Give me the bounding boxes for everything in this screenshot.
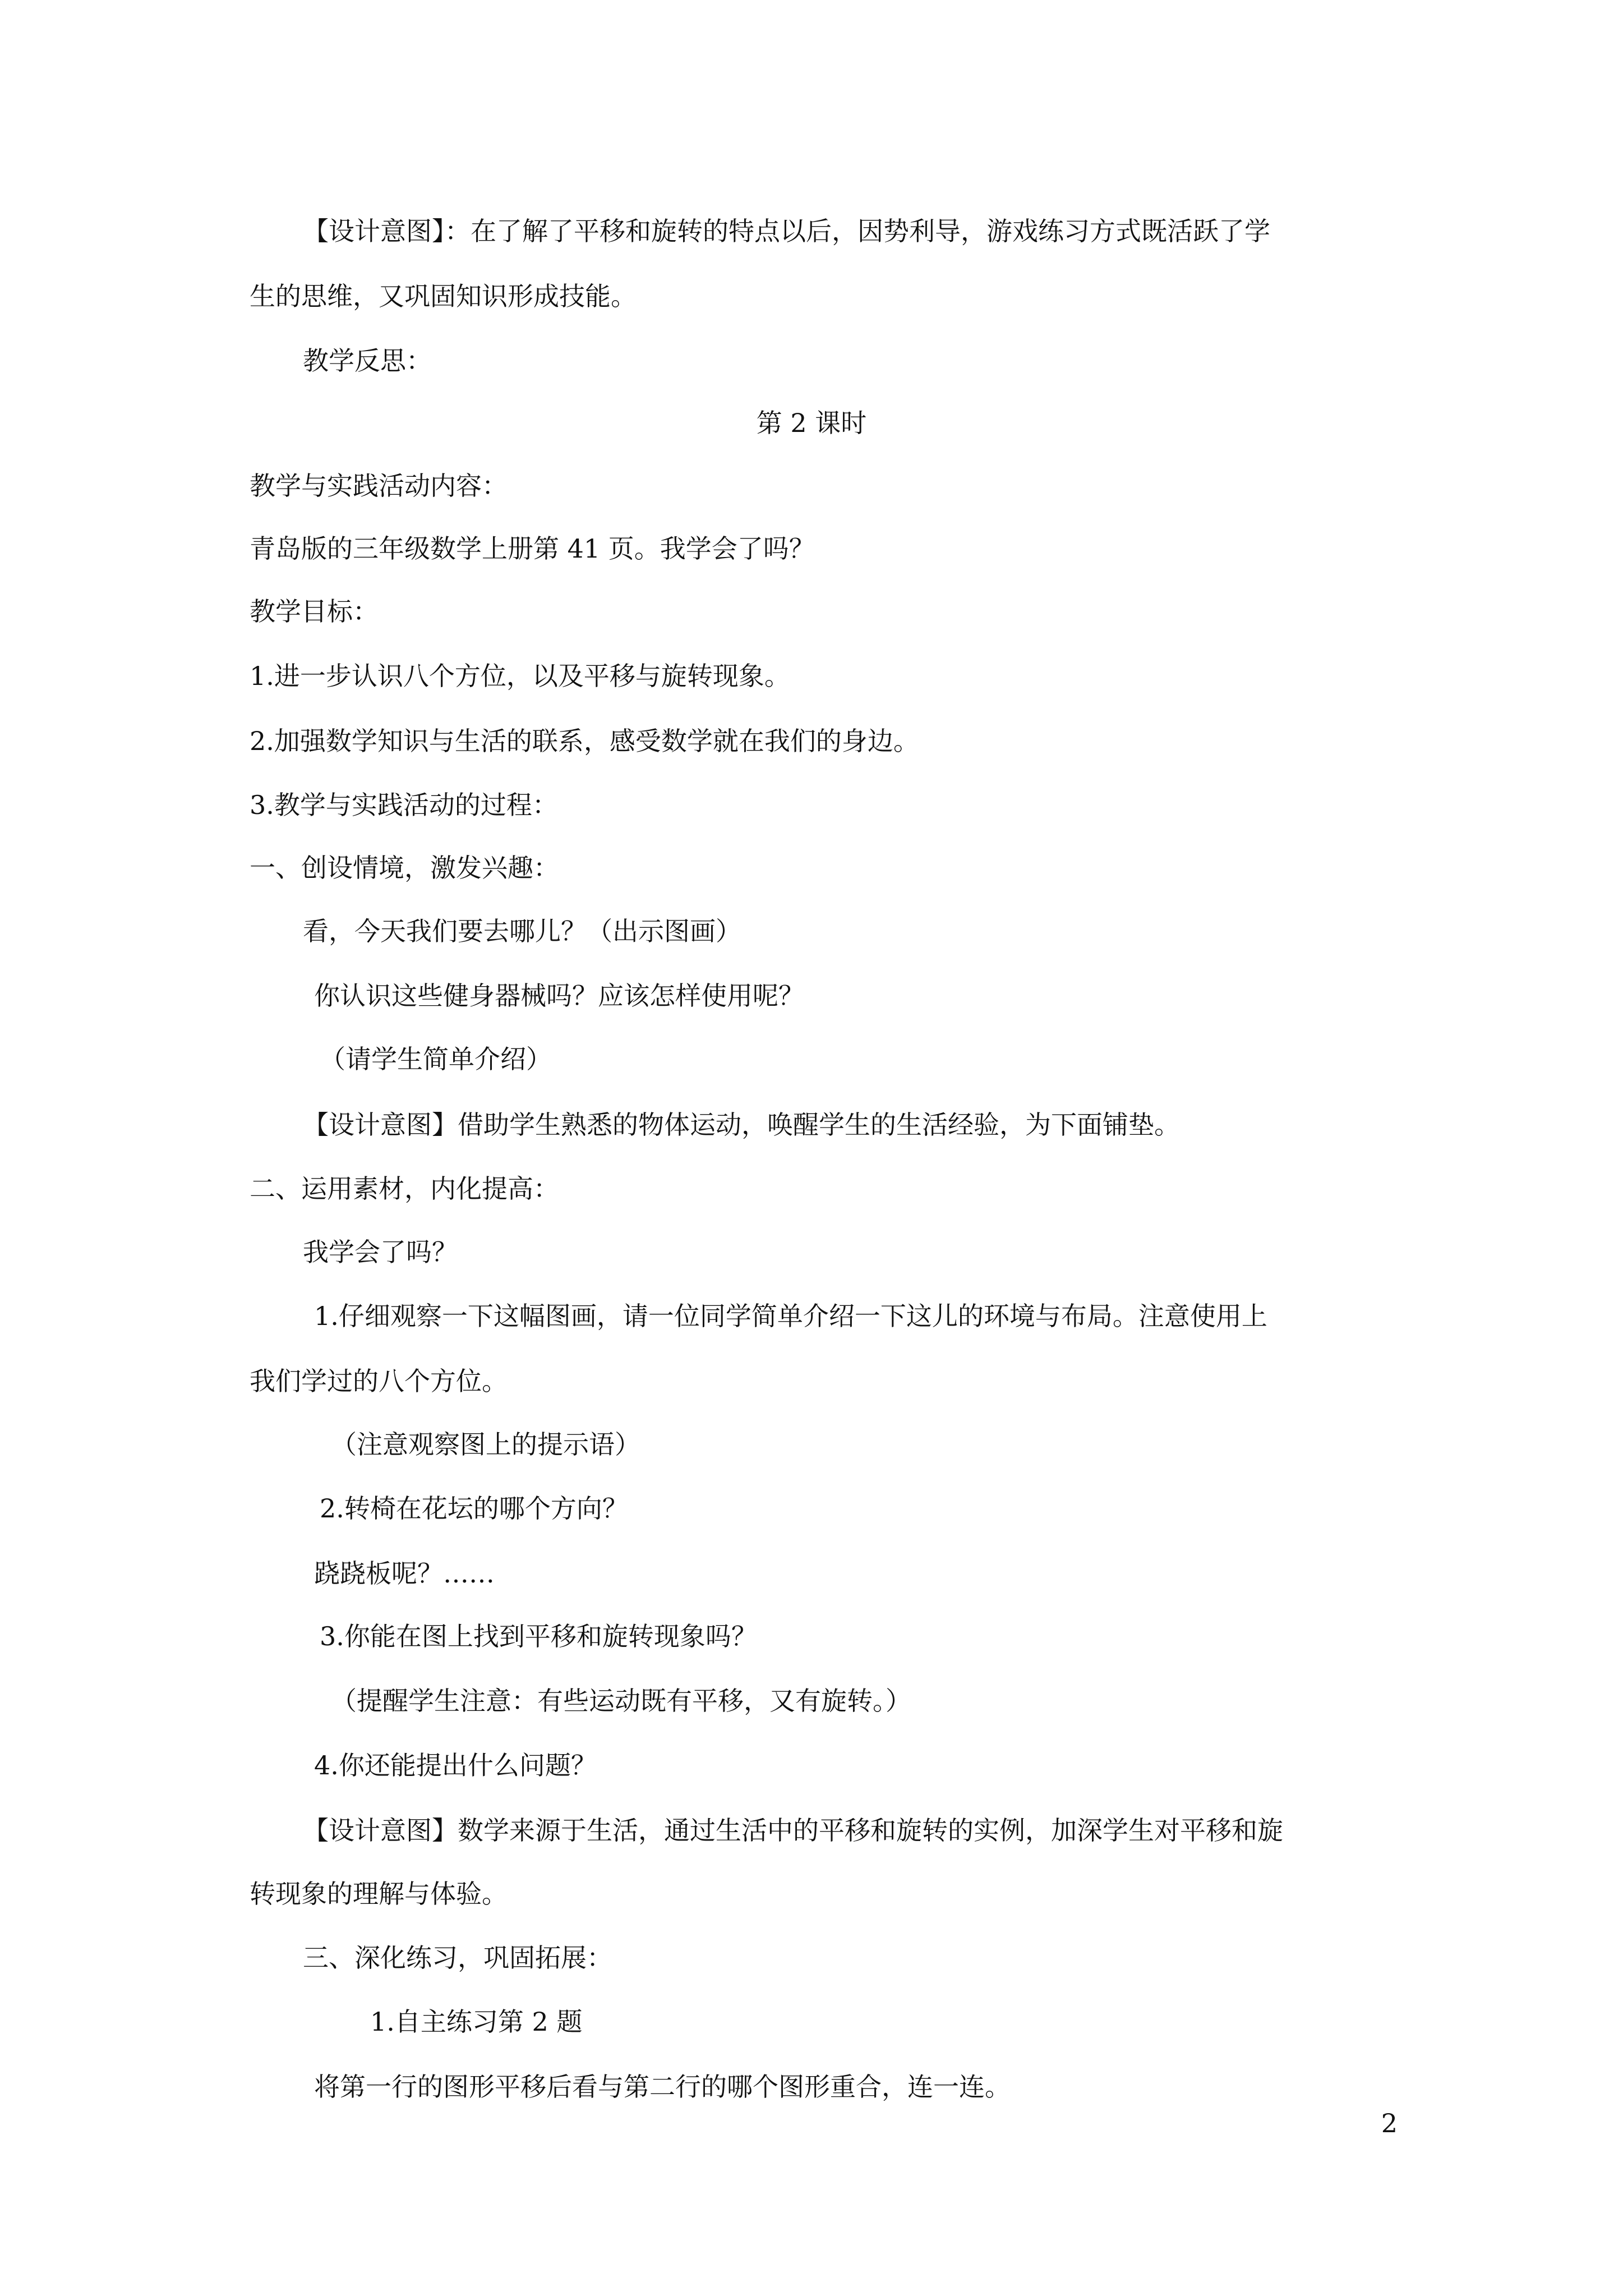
section-heading-1: 一、创设情境，激发兴趣： xyxy=(250,853,559,883)
lesson-heading: 第 2 课时 xyxy=(756,408,867,438)
paragraph-look-today: 看，今天我们要去哪儿？（出示图画） xyxy=(303,916,741,946)
page-number: 2 xyxy=(1381,2108,1398,2138)
paragraph-design-intent-3-cont: 转现象的理解与体验。 xyxy=(250,1879,508,1909)
paragraph-question-3: 3.你能在图上找到平移和旋转现象吗？ xyxy=(320,1621,757,1651)
section-heading-3: 三、深化练习，巩固拓展： xyxy=(303,1943,612,1973)
paragraph-design-intent-1-cont: 生的思维，又巩固知识形成技能。 xyxy=(250,281,637,311)
paragraph-student-intro: （请学生简单介绍） xyxy=(320,1044,552,1074)
goal-item-3: 3.教学与实践活动的过程： xyxy=(250,790,558,820)
paragraph-design-intent-2: 【设计意图】借助学生熟悉的物体运动，唤醒学生的生活经验，为下面铺垫。 xyxy=(303,1110,1180,1140)
goal-item-2: 2.加强数学知识与生活的联系，感受数学就在我们的身边。 xyxy=(250,726,919,756)
paragraph-seesaw: 跷跷板呢？…… xyxy=(314,1558,495,1589)
paragraph-observe-1: 1.仔细观察一下这幅图画，请一位同学简单介绍一下这儿的环境与布局。注意使用上 xyxy=(314,1301,1267,1331)
teaching-goals-label: 教学目标： xyxy=(250,596,379,627)
exercise-instruction: 将第一行的图形平移后看与第二行的哪个图形重合，连一连。 xyxy=(314,2072,1011,2102)
teaching-reflection-label: 教学反思： xyxy=(303,346,432,376)
activity-content-label: 教学与实践活动内容： xyxy=(250,471,508,501)
paragraph-equipment-question: 你认识这些健身器械吗？应该怎样使用呢？ xyxy=(314,981,804,1011)
section-heading-2: 二、运用素材，内化提高： xyxy=(250,1174,559,1204)
textbook-reference: 青岛版的三年级数学上册第 41 页。我学会了吗？ xyxy=(250,533,815,564)
paragraph-reminder: （提醒学生注意：有些运动既有平移，又有旋转。） xyxy=(331,1686,911,1716)
paragraph-question-4: 4.你还能提出什么问题？ xyxy=(314,1750,597,1780)
paragraph-observe-1-cont: 我们学过的八个方位。 xyxy=(250,1366,508,1396)
paragraph-design-intent-1: 【设计意图】：在了解了平移和旋转的特点以后，因势利导，游戏练习方式既活跃了学 xyxy=(303,216,1270,246)
paragraph-design-intent-3: 【设计意图】数学来源于生活，通过生活中的平移和旋转的实例，加深学生对平移和旋 xyxy=(303,1815,1283,1846)
exercise-item-1: 1.自主练习第 2 题 xyxy=(370,2007,583,2037)
paragraph-did-i-learn: 我学会了吗？ xyxy=(303,1237,458,1267)
goal-item-1: 1.进一步认识八个方位，以及平移与旋转现象。 xyxy=(250,661,790,691)
paragraph-observe-hint: （注意观察图上的提示语） xyxy=(331,1429,640,1460)
paragraph-question-2: 2.转椅在花坛的哪个方向？ xyxy=(320,1493,628,1524)
